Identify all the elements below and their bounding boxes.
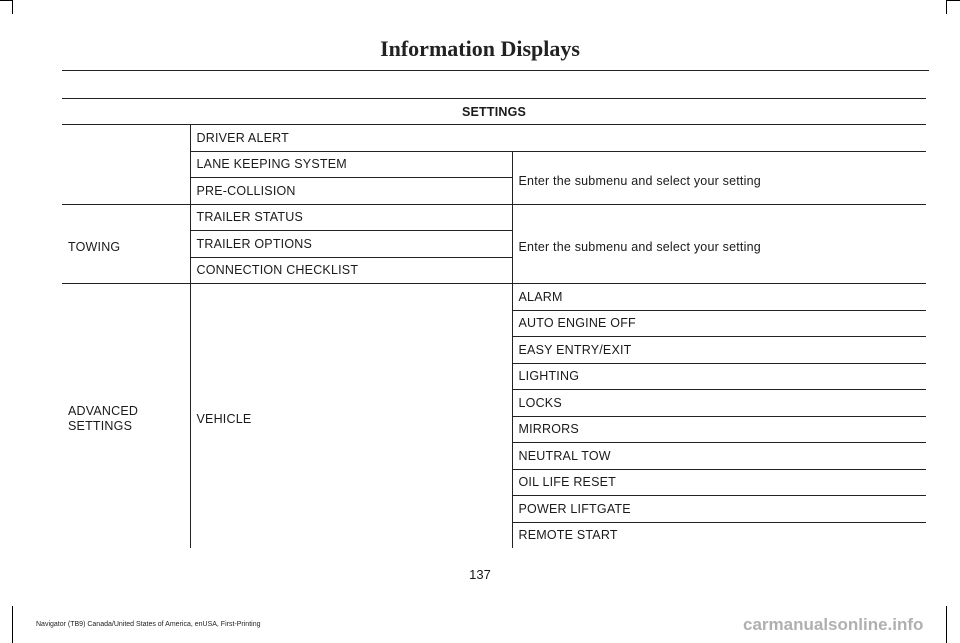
settings-table <box>62 98 926 548</box>
menu-category-towing: TOWING <box>62 204 190 284</box>
menu-category-advanced-settings: ADVANCED SETTINGS <box>62 284 190 549</box>
crop-mark <box>12 0 13 14</box>
table-heading: SETTINGS <box>62 99 926 125</box>
crop-mark <box>946 0 947 14</box>
lane-keeping-note: Enter the submenu and select your setting <box>512 151 926 204</box>
vehicle-item: OIL LIFE RESET <box>512 469 926 496</box>
vehicle-item: LOCKS <box>512 390 926 417</box>
watermark: carmanualsonline.info <box>743 615 924 634</box>
towing-note: Enter the submenu and select your setting <box>512 204 926 284</box>
crop-mark <box>12 606 13 643</box>
title-divider <box>62 70 929 71</box>
menu-subcategory-vehicle: VEHICLE <box>190 284 512 549</box>
vehicle-item: LIGHTING <box>512 363 926 390</box>
menu-item-connection-checklist: CONNECTION CHECKLIST <box>190 257 512 284</box>
vehicle-item: MIRRORS <box>512 416 926 443</box>
menu-item-pre-collision: PRE-COLLISION <box>190 178 512 205</box>
table-cell-empty <box>62 125 190 205</box>
footer-text: Navigator (TB9) Canada/United States of America, enUSA, First-Printing <box>36 621 261 628</box>
page-number: 137 <box>469 567 491 582</box>
menu-item-trailer-status: TRAILER STATUS <box>190 204 512 231</box>
vehicle-item: NEUTRAL TOW <box>512 443 926 470</box>
menu-item-driver-alert: DRIVER ALERT <box>190 125 926 152</box>
page-title: Information Displays <box>380 36 580 61</box>
crop-mark <box>946 0 960 1</box>
crop-mark <box>946 606 947 643</box>
vehicle-item: POWER LIFTGATE <box>512 496 926 523</box>
vehicle-item: ALARM <box>512 284 926 311</box>
menu-item-lane-keeping: LANE KEEPING SYSTEM <box>190 151 512 178</box>
vehicle-item: REMOTE START <box>512 522 926 548</box>
vehicle-item: AUTO ENGINE OFF <box>512 310 926 337</box>
vehicle-item: EASY ENTRY/EXIT <box>512 337 926 364</box>
menu-item-trailer-options: TRAILER OPTIONS <box>190 231 512 258</box>
